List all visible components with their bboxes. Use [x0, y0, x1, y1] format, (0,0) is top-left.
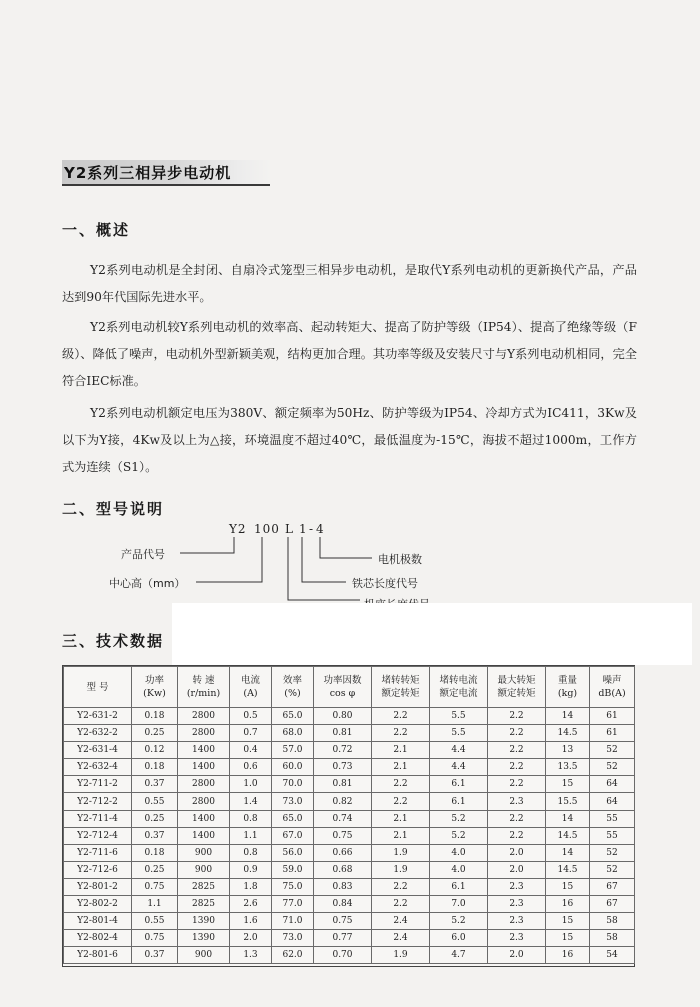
value-cell: 2.4	[372, 913, 430, 930]
value-cell: 2800	[178, 725, 230, 742]
value-cell: 0.12	[132, 742, 178, 759]
value-cell: 14.5	[546, 827, 590, 844]
column-header: 功率 (Kw)	[132, 667, 178, 708]
value-cell: 64	[590, 776, 635, 793]
value-cell: 54	[590, 947, 635, 964]
table-row	[64, 947, 635, 964]
model-cell: Y2-801-6	[64, 947, 132, 964]
value-cell: 0.75	[314, 913, 372, 930]
value-cell: 5.2	[430, 810, 488, 827]
section-heading-technical-data: 三、技术数据	[62, 632, 165, 650]
value-cell: 0.6	[230, 759, 272, 776]
overview-paragraph-3: Y2系列电动机额定电压为380V、额定频率为50Hz、防护等级为IP54、冷却方式为IC411，3Kw及以下为Y接，4Kw及以上为△接，环境温度不超过40℃，最低温度为-15℃，海拔不超过1000m，工作方式为连续（S1）。	[62, 406, 637, 474]
value-cell: 68.0	[272, 725, 314, 742]
value-cell: 0.5	[230, 708, 272, 725]
value-cell: 6.0	[430, 930, 488, 947]
value-cell: 58	[590, 913, 635, 930]
value-cell: 1.1	[132, 896, 178, 913]
table-row	[64, 844, 635, 861]
value-cell: 900	[178, 844, 230, 861]
value-cell: 0.81	[314, 725, 372, 742]
value-cell: 6.1	[430, 793, 488, 810]
column-header: 电流 (A)	[230, 667, 272, 708]
value-cell: 1400	[178, 810, 230, 827]
value-cell: 2.6	[230, 896, 272, 913]
value-cell: 13	[546, 742, 590, 759]
value-cell: 67.0	[272, 827, 314, 844]
value-cell: 0.8	[230, 844, 272, 861]
value-cell: 2.3	[488, 913, 546, 930]
value-cell: 1.9	[372, 861, 430, 878]
section-heading-overview: 一、概述	[62, 221, 131, 239]
table-row	[64, 810, 635, 827]
value-cell: 77.0	[272, 896, 314, 913]
model-part-dash: -	[309, 522, 315, 536]
value-cell: 52	[590, 861, 635, 878]
table-row	[64, 742, 635, 759]
value-cell: 2825	[178, 878, 230, 895]
value-cell: 14	[546, 810, 590, 827]
model-cell: Y2-801-4	[64, 913, 132, 930]
value-cell: 2800	[178, 776, 230, 793]
value-cell: 65.0	[272, 810, 314, 827]
value-cell: 0.74	[314, 810, 372, 827]
value-cell: 2.2	[488, 776, 546, 793]
column-header: 重量 (kg)	[546, 667, 590, 708]
label-product-code: 产品代号	[121, 548, 165, 561]
value-cell: 5.5	[430, 725, 488, 742]
value-cell: 13.5	[546, 759, 590, 776]
value-cell: 900	[178, 947, 230, 964]
value-cell: 1400	[178, 742, 230, 759]
model-cell: Y2-711-2	[64, 776, 132, 793]
label-frame-length	[364, 596, 430, 603]
value-cell: 4.0	[430, 844, 488, 861]
value-cell: 0.84	[314, 896, 372, 913]
value-cell: 2.2	[372, 776, 430, 793]
value-cell: 0.37	[132, 827, 178, 844]
table-body	[64, 708, 635, 964]
value-cell: 15	[546, 913, 590, 930]
value-cell: 75.0	[272, 878, 314, 895]
value-cell: 2.2	[488, 827, 546, 844]
table-row	[64, 896, 635, 913]
value-cell: 5.5	[430, 708, 488, 725]
model-cell: Y2-712-2	[64, 793, 132, 810]
column-header: 效率 (%)	[272, 667, 314, 708]
value-cell: 0.4	[230, 742, 272, 759]
value-cell: 15.5	[546, 793, 590, 810]
value-cell: 2.3	[488, 793, 546, 810]
technical-data-table	[62, 665, 635, 967]
value-cell: 4.4	[430, 742, 488, 759]
value-cell: 52	[590, 759, 635, 776]
value-cell: 73.0	[272, 930, 314, 947]
value-cell: 0.73	[314, 759, 372, 776]
model-part-series: Y2	[229, 522, 247, 536]
table-row	[64, 708, 635, 725]
value-cell: 71.0	[272, 913, 314, 930]
overview-paragraph-1: Y2系列电动机是全封闭、自扇冷式笼型三相异步电动机，是取代Y系列电动机的更新换代产品，产品达到90年代国际先进水平。	[62, 263, 637, 304]
table-row	[64, 930, 635, 947]
value-cell: 14	[546, 708, 590, 725]
value-cell: 0.25	[132, 861, 178, 878]
specs-table	[63, 666, 635, 964]
value-cell: 0.77	[314, 930, 372, 947]
value-cell: 1390	[178, 930, 230, 947]
value-cell: 2.1	[372, 827, 430, 844]
value-cell: 4.0	[430, 861, 488, 878]
value-cell: 1.9	[372, 844, 430, 861]
value-cell: 55	[590, 827, 635, 844]
value-cell: 2.0	[488, 947, 546, 964]
value-cell: 2.2	[372, 896, 430, 913]
value-cell: 16	[546, 896, 590, 913]
value-cell: 0.25	[132, 810, 178, 827]
value-cell: 0.18	[132, 708, 178, 725]
value-cell: 0.82	[314, 793, 372, 810]
document-title: Y2系列三相异步电动机	[64, 164, 232, 182]
model-cell: Y2-632-4	[64, 759, 132, 776]
value-cell: 0.75	[132, 878, 178, 895]
value-cell: 2.2	[488, 708, 546, 725]
value-cell: 2.0	[230, 930, 272, 947]
label-poles: 电机极数	[378, 553, 422, 566]
value-cell: 0.68	[314, 861, 372, 878]
model-part-poles: 4	[316, 522, 325, 536]
model-cell: Y2-801-2	[64, 878, 132, 895]
value-cell: 55	[590, 810, 635, 827]
value-cell: 56.0	[272, 844, 314, 861]
blank-patch	[172, 603, 692, 665]
model-cell: Y2-712-6	[64, 861, 132, 878]
overview-paragraph-2: Y2系列电动机较Y系列电动机的效率高、起动转矩大、提高了防护等级（IP54）、提高了绝缘等级（F级）、降低了噪声，电动机外型新颖美观，结构更加合理。其功率等级及安装尺寸与Y系列电动机相同，完全符合IEC标准。	[62, 320, 637, 388]
model-cell: Y2-631-2	[64, 708, 132, 725]
value-cell: 14.5	[546, 725, 590, 742]
column-header: 型 号	[64, 667, 132, 708]
model-cell: Y2-631-4	[64, 742, 132, 759]
value-cell: 0.72	[314, 742, 372, 759]
value-cell: 0.55	[132, 793, 178, 810]
table-row	[64, 793, 635, 810]
model-cell: Y2-711-4	[64, 810, 132, 827]
value-cell: 0.75	[314, 827, 372, 844]
value-cell: 1.9	[372, 947, 430, 964]
value-cell: 2.4	[372, 930, 430, 947]
value-cell: 6.1	[430, 878, 488, 895]
value-cell: 2.2	[488, 759, 546, 776]
model-cell: Y2-802-2	[64, 896, 132, 913]
value-cell: 14.5	[546, 861, 590, 878]
value-cell: 5.2	[430, 913, 488, 930]
table-row	[64, 878, 635, 895]
model-part-core-length: 1	[299, 522, 308, 536]
value-cell: 0.18	[132, 844, 178, 861]
value-cell: 61	[590, 708, 635, 725]
value-cell: 4.7	[430, 947, 488, 964]
table-row	[64, 913, 635, 930]
value-cell: 2.2	[488, 742, 546, 759]
value-cell: 2.3	[488, 896, 546, 913]
value-cell: 57.0	[272, 742, 314, 759]
value-cell: 16	[546, 947, 590, 964]
value-cell: 0.8	[230, 810, 272, 827]
value-cell: 0.37	[132, 776, 178, 793]
label-center-height: 中心高（mm）	[109, 577, 186, 590]
value-cell: 2.1	[372, 742, 430, 759]
table-row	[64, 776, 635, 793]
value-cell: 0.80	[314, 708, 372, 725]
column-header: 堵转转矩 额定转矩	[372, 667, 430, 708]
value-cell: 60.0	[272, 759, 314, 776]
value-cell: 0.9	[230, 861, 272, 878]
value-cell: 900	[178, 861, 230, 878]
value-cell: 5.2	[430, 827, 488, 844]
column-header: 噪声 dB(A)	[590, 667, 635, 708]
model-cell: Y2-712-4	[64, 827, 132, 844]
value-cell: 52	[590, 844, 635, 861]
value-cell: 2.3	[488, 930, 546, 947]
value-cell: 2.2	[372, 793, 430, 810]
model-cell: Y2-711-6	[64, 844, 132, 861]
value-cell: 15	[546, 776, 590, 793]
value-cell: 62.0	[272, 947, 314, 964]
value-cell: 0.83	[314, 878, 372, 895]
table-row	[64, 759, 635, 776]
value-cell: 0.25	[132, 725, 178, 742]
value-cell: 1.3	[230, 947, 272, 964]
label-core-length: 铁芯长度代号	[352, 577, 418, 590]
value-cell: 59.0	[272, 861, 314, 878]
value-cell: 0.75	[132, 930, 178, 947]
value-cell: 15	[546, 878, 590, 895]
value-cell: 0.37	[132, 947, 178, 964]
table-row	[64, 861, 635, 878]
value-cell: 2800	[178, 793, 230, 810]
value-cell: 64	[590, 793, 635, 810]
value-cell: 6.1	[430, 776, 488, 793]
value-cell: 2.0	[488, 861, 546, 878]
value-cell: 70.0	[272, 776, 314, 793]
value-cell: 2.2	[488, 810, 546, 827]
value-cell: 0.66	[314, 844, 372, 861]
value-cell: 2.2	[372, 708, 430, 725]
model-cell: Y2-632-2	[64, 725, 132, 742]
table-row	[64, 827, 635, 844]
value-cell: 0.7	[230, 725, 272, 742]
value-cell: 1.1	[230, 827, 272, 844]
value-cell: 1.8	[230, 878, 272, 895]
value-cell: 2.1	[372, 759, 430, 776]
value-cell: 1400	[178, 759, 230, 776]
value-cell: 2.2	[372, 878, 430, 895]
table-row	[64, 725, 635, 742]
value-cell: 0.70	[314, 947, 372, 964]
model-part-frame-length: L	[285, 522, 294, 536]
column-header: 最大转矩 额定转矩	[488, 667, 546, 708]
value-cell: 2.2	[488, 725, 546, 742]
value-cell: 2.0	[488, 844, 546, 861]
model-part-center-height: 100	[254, 522, 280, 536]
value-cell: 2825	[178, 896, 230, 913]
value-cell: 65.0	[272, 708, 314, 725]
value-cell: 1.6	[230, 913, 272, 930]
value-cell: 1400	[178, 827, 230, 844]
value-cell: 58	[590, 930, 635, 947]
value-cell: 0.55	[132, 913, 178, 930]
value-cell: 1390	[178, 913, 230, 930]
value-cell: 73.0	[272, 793, 314, 810]
value-cell: 2.3	[488, 878, 546, 895]
section-heading-model: 二、型号说明	[62, 500, 165, 518]
column-header: 功率因数 cos φ	[314, 667, 372, 708]
value-cell: 67	[590, 878, 635, 895]
value-cell: 2800	[178, 708, 230, 725]
column-header: 转 速 (r/min)	[178, 667, 230, 708]
column-header: 堵转电流 额定电流	[430, 667, 488, 708]
value-cell: 2.2	[372, 725, 430, 742]
value-cell: 0.18	[132, 759, 178, 776]
table-header-row	[64, 667, 635, 708]
value-cell: 1.4	[230, 793, 272, 810]
value-cell: 67	[590, 896, 635, 913]
model-cell: Y2-802-4	[64, 930, 132, 947]
value-cell: 14	[546, 844, 590, 861]
value-cell: 7.0	[430, 896, 488, 913]
value-cell: 52	[590, 742, 635, 759]
value-cell: 4.4	[430, 759, 488, 776]
value-cell: 1.0	[230, 776, 272, 793]
value-cell: 61	[590, 725, 635, 742]
value-cell: 2.1	[372, 810, 430, 827]
value-cell: 0.81	[314, 776, 372, 793]
value-cell: 15	[546, 930, 590, 947]
